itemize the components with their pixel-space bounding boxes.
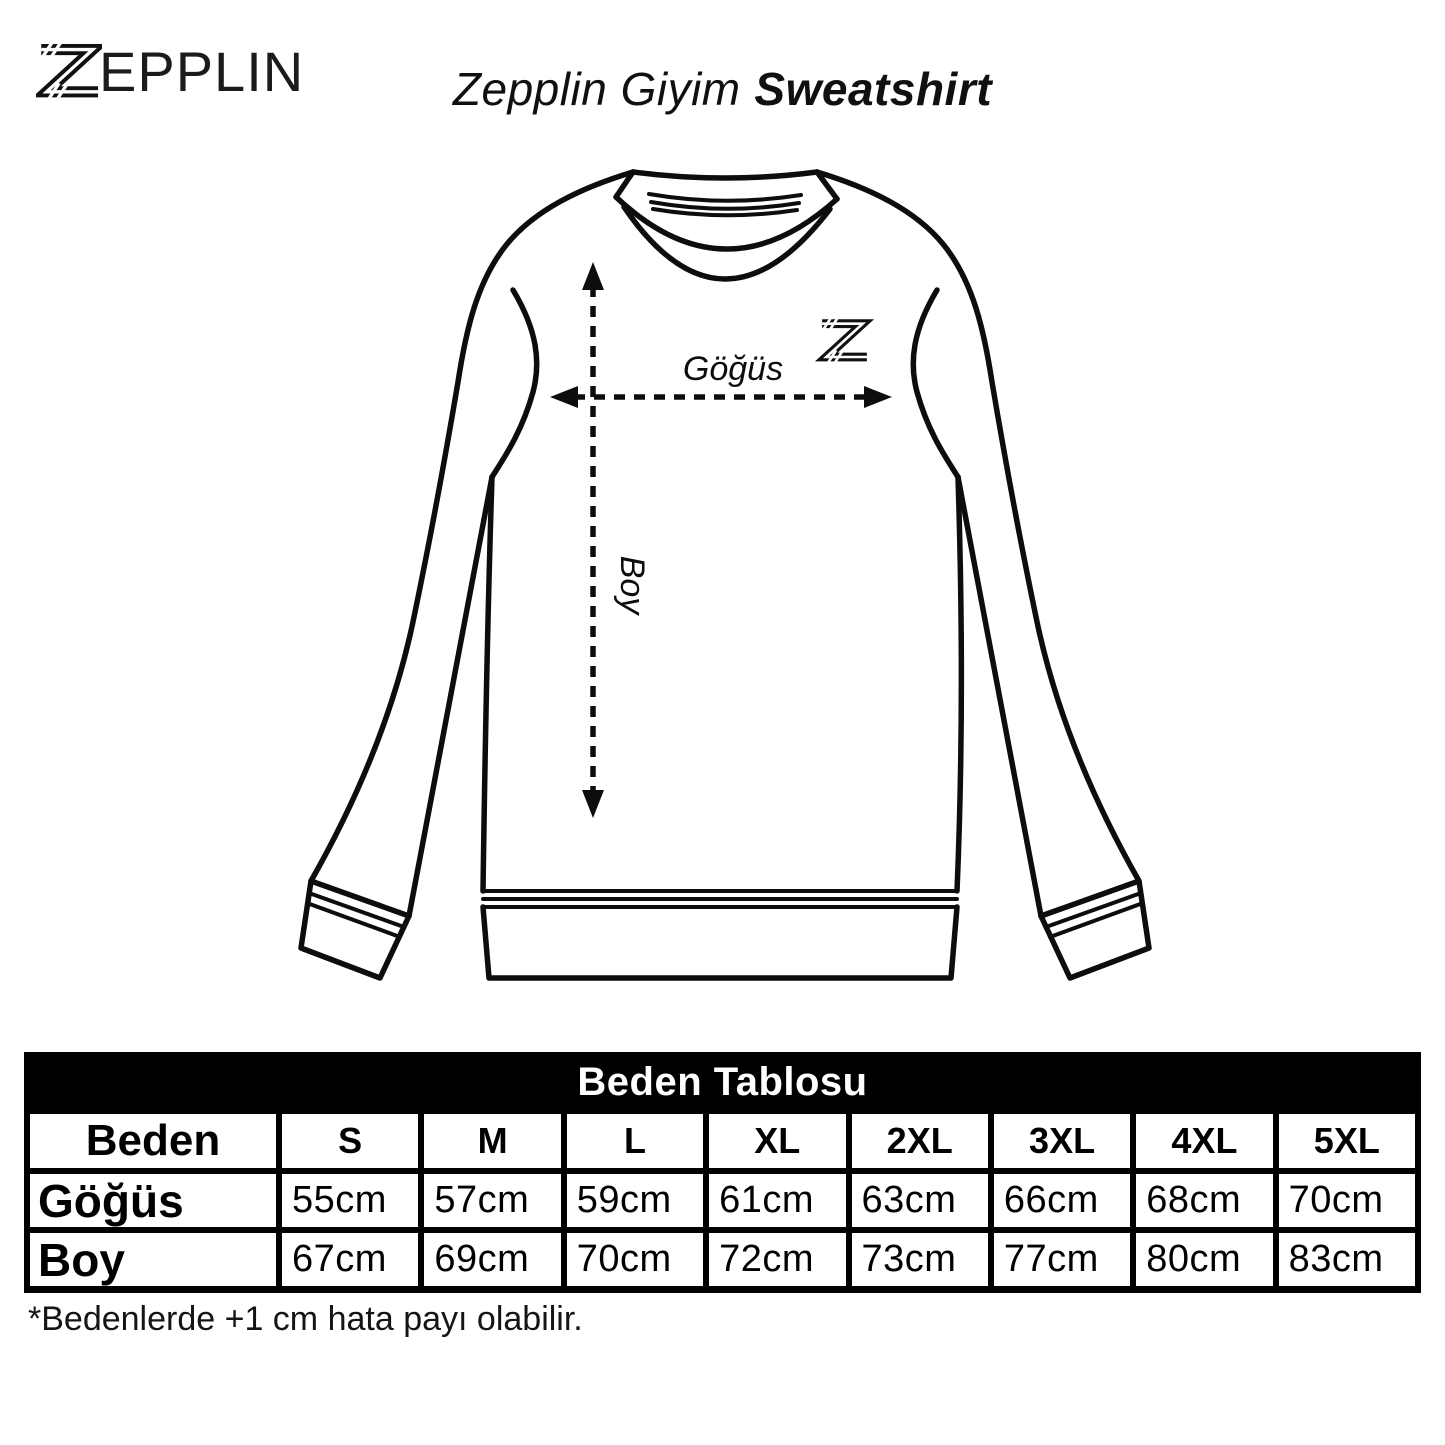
size-table-header-m: M xyxy=(424,1114,560,1168)
gogus-value-5xl: 70cm xyxy=(1279,1174,1415,1227)
size-table-header-beden: Beden xyxy=(30,1114,276,1168)
gogus-value-m: 57cm xyxy=(424,1174,560,1227)
size-table-header-2xl: 2XL xyxy=(852,1114,988,1168)
boy-value-2xl: 73cm xyxy=(852,1233,988,1286)
boy-value-s: 67cm xyxy=(282,1233,418,1286)
size-table-header-s: S xyxy=(282,1114,418,1168)
size-tolerance-note: *Bedenlerde +1 cm hata payı olabilir. xyxy=(28,1300,583,1338)
collar xyxy=(616,172,837,279)
hem-rib-lines xyxy=(483,891,957,907)
boy-value-4xl: 80cm xyxy=(1136,1233,1272,1286)
row-boy-label: Boy xyxy=(30,1233,276,1286)
size-table-header-l: L xyxy=(567,1114,703,1168)
gogus-value-xl: 61cm xyxy=(709,1174,845,1227)
length-measure-label: Boy xyxy=(613,555,651,615)
chest-measure-label: Göğüs xyxy=(682,350,784,388)
gogus-value-l: 59cm xyxy=(567,1174,703,1227)
size-table-header-4xl: 4XL xyxy=(1136,1114,1272,1168)
right-armhole-seam xyxy=(913,290,958,477)
size-table-header-xl: XL xyxy=(709,1114,845,1168)
chest-measure-arrow xyxy=(550,386,892,408)
size-table-header-3xl: 3XL xyxy=(994,1114,1130,1168)
boy-value-xl: 72cm xyxy=(709,1233,845,1286)
boy-value-3xl: 77cm xyxy=(994,1233,1130,1286)
boy-value-m: 69cm xyxy=(424,1233,560,1286)
collar-rib-lines xyxy=(649,194,801,215)
gogus-value-4xl: 68cm xyxy=(1136,1174,1272,1227)
length-measure-arrow xyxy=(582,262,604,818)
size-table-header-5xl: 5XL xyxy=(1279,1114,1415,1168)
brand-wordmark: EPPLIN xyxy=(99,40,305,103)
size-table-title: Beden Tablosu xyxy=(577,1060,868,1104)
size-table xyxy=(24,1052,1421,1293)
page-title-bold: Sweatshirt xyxy=(754,63,993,115)
chest-z-logo-icon xyxy=(822,319,867,364)
gogus-value-3xl: 66cm xyxy=(994,1174,1130,1227)
left-armhole-seam xyxy=(492,290,537,477)
boy-value-l: 70cm xyxy=(567,1233,703,1286)
size-table-grid xyxy=(30,1114,1415,1286)
hem-band xyxy=(483,907,957,978)
row-gogus-label: Göğüs xyxy=(30,1174,276,1227)
gogus-value-s: 55cm xyxy=(282,1174,418,1227)
gogus-value-2xl: 63cm xyxy=(852,1174,988,1227)
page-title-regular: Zepplin Giyim xyxy=(452,63,741,115)
boy-value-5xl: 83cm xyxy=(1279,1233,1415,1286)
sweatshirt-outline xyxy=(301,172,1149,978)
